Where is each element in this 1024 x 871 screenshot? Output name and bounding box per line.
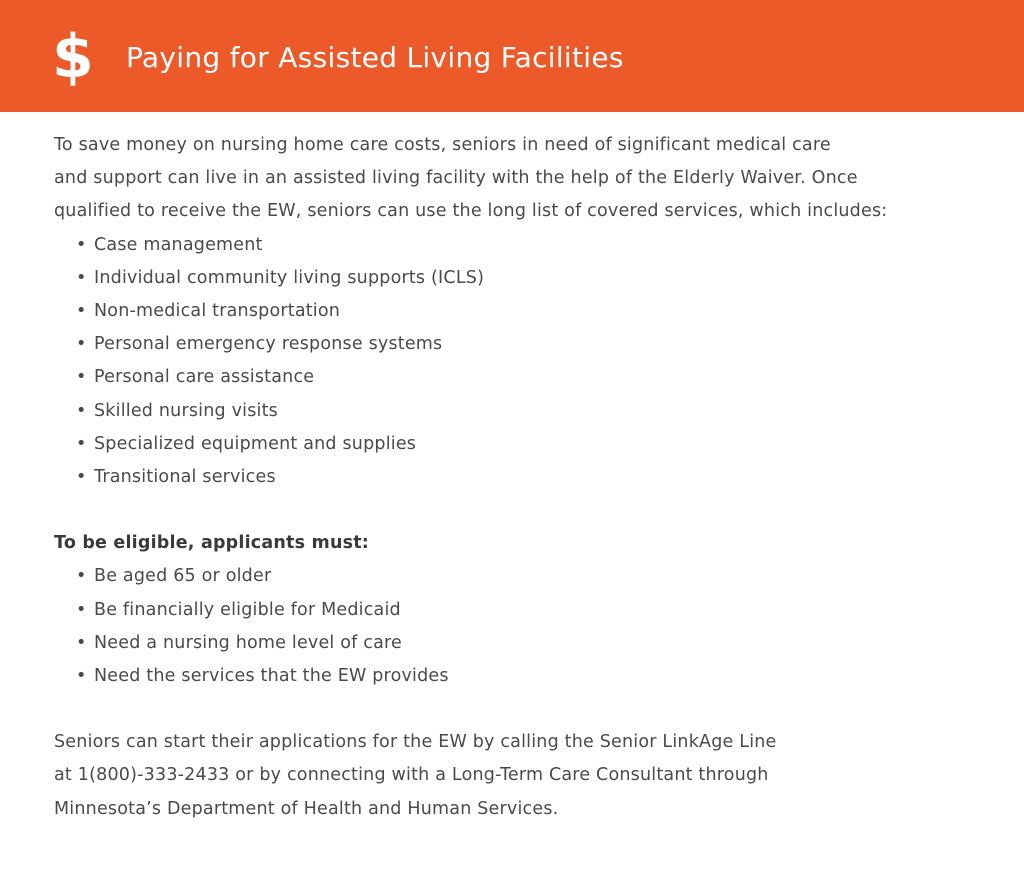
list-item — [54, 627, 994, 660]
list-item-label: Specialized equipment and supplies — [94, 433, 417, 454]
services-list — [54, 229, 994, 495]
closing-line: Seniors can start their applications for the EW by calling the Senior LinkAge Line — [54, 732, 777, 753]
list-item-label: Transitional services — [94, 467, 276, 488]
article-body — [54, 129, 994, 826]
intro-paragraph — [54, 129, 994, 229]
bullet-icon: • — [76, 666, 87, 687]
list-item-label: Need a nursing home level of care — [94, 632, 403, 653]
list-item — [54, 361, 994, 394]
list-item-label: Be aged 65 or older — [94, 566, 272, 587]
list-item — [54, 395, 994, 428]
bullet-icon: • — [76, 632, 87, 653]
bullet-icon: • — [76, 334, 87, 355]
list-item — [54, 229, 994, 262]
list-item — [54, 660, 994, 693]
list-item-label: Personal emergency response systems — [94, 334, 443, 355]
list-item — [54, 560, 994, 593]
page-title: Paying for Assisted Living Facilities — [126, 41, 624, 74]
bullet-icon: • — [76, 433, 87, 454]
list-item-label: Need the services that the EW provides — [94, 666, 449, 687]
bullet-icon: • — [76, 400, 87, 421]
eligibility-list — [54, 560, 994, 693]
closing-paragraph — [54, 726, 994, 826]
bullet-icon: • — [76, 599, 87, 620]
bullet-icon: • — [76, 566, 87, 587]
list-item-label: Skilled nursing visits — [94, 400, 278, 421]
eligibility-heading: To be eligible, applicants must: — [54, 533, 369, 554]
list-item-label: Non-medical transportation — [94, 301, 341, 322]
list-item — [54, 461, 994, 494]
intro-line: To save money on nursing home care costs, seniors in need of significant medical care — [54, 135, 831, 155]
list-item — [54, 594, 994, 627]
bullet-icon: • — [76, 467, 87, 488]
intro-line: and support can live in an assisted living facility with the help of the Elderly Waiver. Once — [54, 168, 858, 189]
bullet-icon: • — [76, 267, 87, 288]
list-item — [54, 428, 994, 461]
list-item — [54, 262, 994, 295]
dollar-icon: $ — [52, 22, 94, 92]
intro-line: qualified to receive the EW, seniors can use the long list of covered services, which includes: — [54, 201, 888, 222]
bullet-icon: • — [76, 301, 87, 322]
list-item — [54, 295, 994, 328]
closing-line: at 1(800)-333-2433 or by connecting with a Long-Term Care Consultant through — [54, 765, 769, 786]
header-banner — [0, 0, 1024, 112]
list-item-label: Individual community living supports (ICLS) — [94, 267, 485, 288]
list-item-label: Case management — [94, 234, 263, 255]
list-item-label: Personal care assistance — [94, 367, 315, 388]
list-item — [54, 328, 994, 361]
bullet-icon: • — [76, 367, 87, 388]
list-item-label: Be financially eligible for Medicaid — [94, 599, 401, 620]
closing-line: Minnesota’s Department of Health and Human Services. — [54, 798, 559, 819]
bullet-icon: • — [76, 234, 87, 255]
